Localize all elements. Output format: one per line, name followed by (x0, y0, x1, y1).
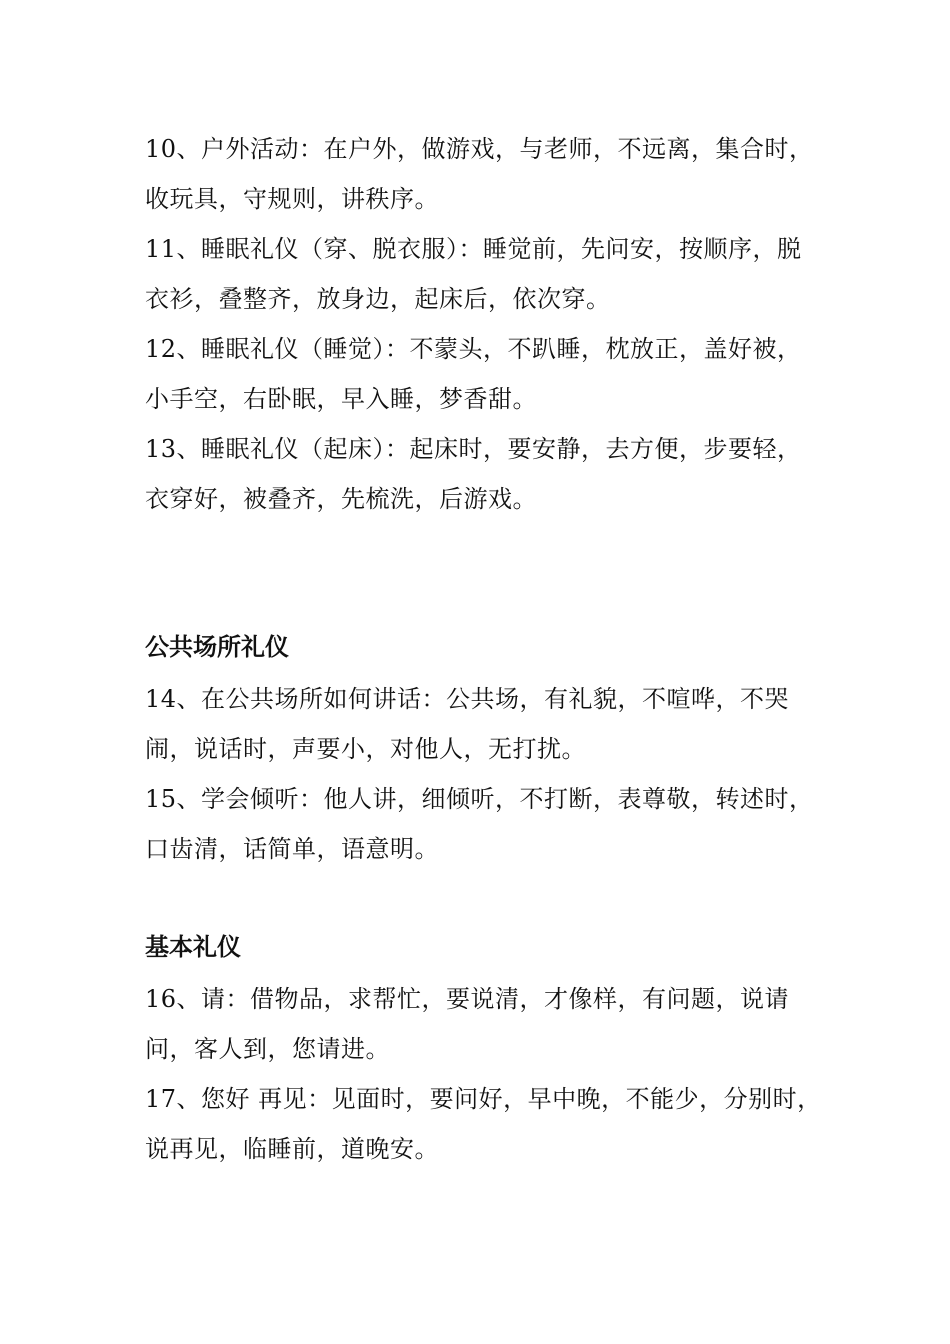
paragraph-item-17: 17、您好 再见：见面时，要问好，早中晚，不能少，分别时，说再见，临睡前，道晚安。 (145, 1085, 822, 1163)
paragraph-item-14: 14、在公共场所如何讲话：公共场，有礼貌，不喧哗，不哭闹，说话时，声要小，对他人，无打扰。 (145, 685, 790, 763)
paragraph-item-12: 12、睡眠礼仪（睡觉）：不蒙头，不趴睡，枕放正，盖好被，小手空，右卧眠，早入睡，梦香甜。 (145, 335, 802, 413)
paragraph-item-10: 10、户外活动：在户外，做游戏，与老师，不远离，集合时，收玩具，守规则，讲秩序。 (145, 135, 814, 213)
paragraph-item-13: 13、睡眠礼仪（起床）：起床时，要安静，去方便，步要轻，衣穿好，被叠齐，先梳洗，后游戏。 (145, 435, 802, 513)
paragraph-item-11: 11、睡眠礼仪（穿、脱衣服）：睡觉前，先问安，按顺序，脱衣衫，叠整齐，放身边，起床后，依次穿。 (145, 235, 802, 313)
section-heading-public-places: 公共场所礼仪 (145, 633, 289, 661)
paragraph-item-16: 16、请：借物品，求帮忙，要说清，才像样，有问题，说请问，客人到，您请进。 (145, 985, 790, 1063)
section-heading-basic-etiquette: 基本礼仪 (145, 933, 241, 961)
paragraph-item-15: 15、学会倾听：他人讲，细倾听，不打断，表尊敬，转述时，口齿清，话简单，语意明。 (145, 785, 814, 863)
